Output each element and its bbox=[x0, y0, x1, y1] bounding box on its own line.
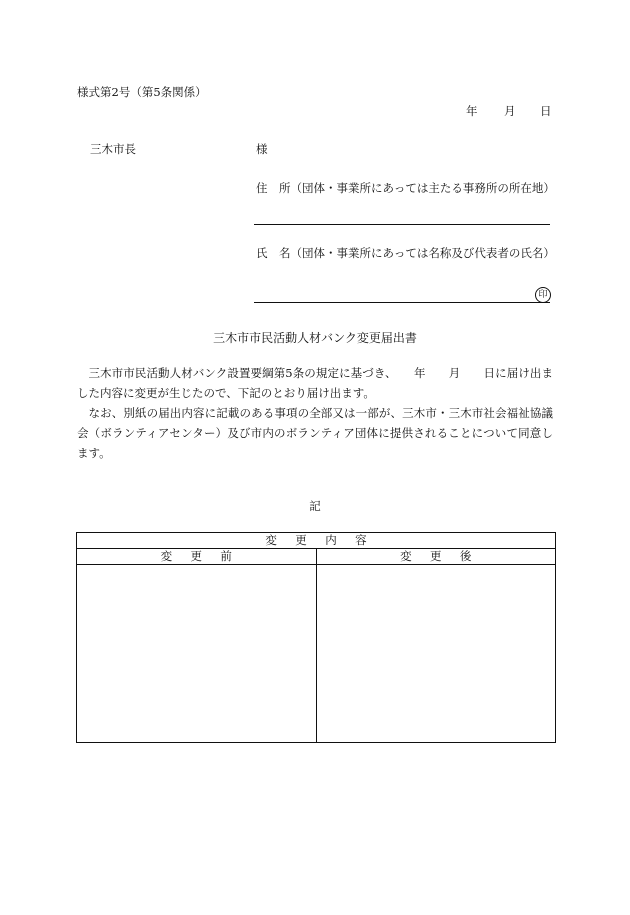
change-table bbox=[76, 532, 556, 743]
form-number: 様式第2号（第5条関係） bbox=[77, 85, 207, 99]
name-label: 氏 名（団体・事業所にあっては名称及び代表者の氏名） bbox=[256, 246, 555, 260]
before-label: 変更前 bbox=[160, 549, 251, 563]
date-day-label: 日 bbox=[540, 104, 552, 118]
body-paragraph-2: なお、別紙の届出内容に記載のある事項の全部又は一部が、三木市・三木市社会福祉協議会（ボランティアセンター）及び市内のボランティア団体に提供されることについて同意します。 bbox=[77, 406, 553, 460]
name-field[interactable] bbox=[254, 302, 550, 303]
before-value-cell[interactable] bbox=[77, 565, 317, 743]
document-title: 三木市市民活動人材バンク変更届出書 bbox=[213, 331, 417, 345]
change-content-header bbox=[77, 533, 556, 549]
table-subheader-row bbox=[77, 549, 556, 565]
after-value-cell[interactable] bbox=[316, 565, 556, 743]
table-header-row bbox=[77, 533, 556, 549]
address-field[interactable] bbox=[254, 224, 550, 225]
table-body-row bbox=[77, 565, 556, 743]
addressee-honorific: 様 bbox=[256, 142, 268, 156]
after-label: 変更後 bbox=[400, 549, 490, 563]
body-text bbox=[77, 363, 553, 463]
change-content-label: 変更内容 bbox=[265, 533, 385, 547]
address-label: 住 所（団体・事業所にあっては主たる事務所の所在地） bbox=[256, 181, 555, 195]
addressee-name: 三木市長 bbox=[90, 142, 136, 156]
body-paragraph-1: 三木市市民活動人材バンク設置要綱第5条の規定に基づき、 年 月 日に届け出ました内容に変更が生じたので、下記のとおり届け出ます。 bbox=[77, 366, 553, 400]
seal-mark: 印 bbox=[535, 287, 551, 303]
after-header-cell bbox=[316, 549, 556, 565]
ki-heading: 記 bbox=[309, 499, 321, 513]
date-year-label: 年 bbox=[466, 104, 478, 118]
before-header-cell bbox=[77, 549, 317, 565]
submission-date bbox=[466, 103, 552, 119]
date-month-label: 月 bbox=[504, 104, 516, 118]
